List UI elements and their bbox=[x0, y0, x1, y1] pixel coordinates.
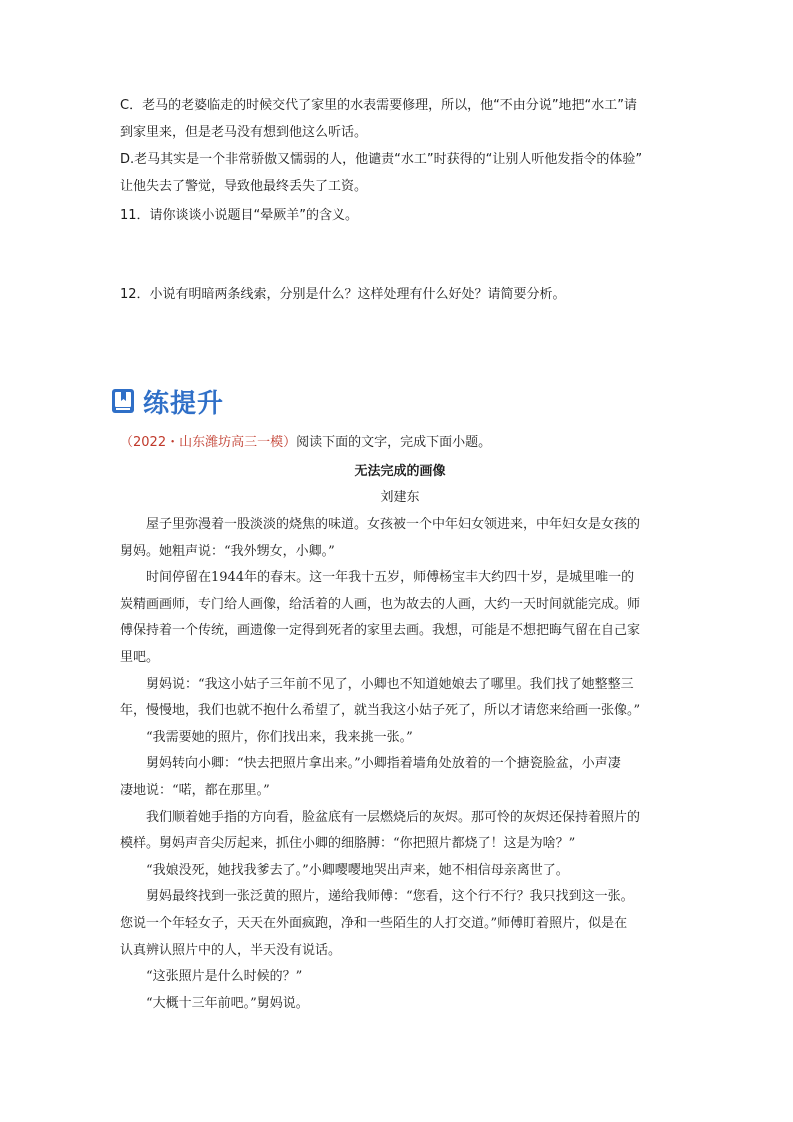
story-line: 舅妈最终找到一张泛黄的照片，递给我师傅：“您看，这个行不行？我只找到这一张。 bbox=[120, 889, 634, 905]
section-title: 练提升 bbox=[143, 388, 225, 419]
source-line bbox=[120, 431, 491, 455]
story-line: 年，慢慢地，我们也就不抱什么希望了，就当我这小姑子死了，所以才请您来给画一张像。” bbox=[120, 703, 641, 719]
story-author: 刘建东 bbox=[380, 490, 420, 505]
story-line: 我们顺着她手指的方向看，脸盆底有一层燃烧后的灰烬。那可怜的灰烬还保持着照片的 bbox=[120, 809, 641, 825]
story-line: 认真辨认照片中的人，半天没有说话。 bbox=[120, 942, 342, 958]
story-line: 您说一个年轻女子，天天在外面疯跑，净和一些陌生的人打交道。”师傅盯着照片，似是在 bbox=[120, 915, 628, 931]
option-d-line-1: D.老马其实是一个非常骄傲又懦弱的人，他谴责“水工”时获得的“让别人听他发指令的体验” bbox=[120, 152, 643, 167]
option-c-line-1: C．老马的老婆临走的时候交代了家里的水表需要修理，所以，他“不由分说”地把“水工”请 bbox=[120, 98, 638, 113]
story-line: “我娘没死，她找我爹去了。”小卿嘤嘤地哭出声来，她不相信母亲离世了。 bbox=[120, 862, 569, 878]
story-line: 舅妈说：“我这小姑子三年前不见了，小卿也不知道她娘去了哪里。我们找了她整整三 bbox=[120, 676, 634, 692]
story-line: 傅保持着一个传统，画遗像一定得到死者的家里去画。我想，可能是不想把晦气留在自己家 bbox=[120, 623, 641, 639]
section-heading bbox=[111, 381, 224, 421]
question-11: 11．请你谈谈小说题目“晕厥羊”的含义。 bbox=[120, 208, 359, 223]
story-line: “大概十三年前吧。”舅妈说。 bbox=[120, 995, 309, 1011]
story-line: “我需要她的照片，你们找出来，我来挑一张。” bbox=[120, 729, 413, 745]
option-c-line-2: 到家里来，但是老马没有想到他这么听话。 bbox=[120, 125, 368, 140]
source-instruction: 阅读下面的文字，完成下面小题。 bbox=[296, 435, 492, 450]
story-title: 无法完成的画像 bbox=[354, 464, 446, 479]
story-line: 炭精画画师，专门给人画像，给活着的人画，也为故去的人画，大约一天时间就能完成。师 bbox=[120, 596, 641, 612]
story-line: 里吧。 bbox=[120, 649, 160, 665]
story-body bbox=[120, 512, 682, 1017]
story-line: 屋子里弥漫着一股淡淡的烧焦的味道。女孩被一个中年妇女领进来，中年妇女是女孩的 bbox=[120, 517, 641, 532]
source-tag: （2022・山东潍坊高三一模） bbox=[120, 435, 297, 450]
story-line: 时间停留在1944年的春末。这一年我十五岁，师傅杨宝丰大约四十岁，是城里唯一的 bbox=[120, 570, 635, 586]
story-line: 凄地说：“喏，都在那里。” bbox=[120, 782, 270, 798]
story-line: 模样。舅妈声音尖厉起来，抓住小卿的细胳膊：“你把照片都烧了！这是为啥？” bbox=[120, 836, 576, 852]
question-12: 12．小说有明暗两条线索，分别是什么？这样处理有什么好处？请简要分析。 bbox=[120, 287, 566, 302]
story-line: “这张照片是什么时候的？” bbox=[120, 969, 303, 985]
option-d-line-2: 让他失去了警觉，导致他最终丢失了工资。 bbox=[120, 179, 368, 194]
story-line: 舅妈。她粗声说：“我外甥女，小卿。” bbox=[120, 543, 335, 559]
book-icon bbox=[111, 388, 135, 414]
story-line: 舅妈转向小卿：“快去把照片拿出来。”小卿指着墙角处放着的一个搪瓷脸盆，小声凄 bbox=[120, 756, 621, 772]
answer-options bbox=[120, 92, 680, 200]
